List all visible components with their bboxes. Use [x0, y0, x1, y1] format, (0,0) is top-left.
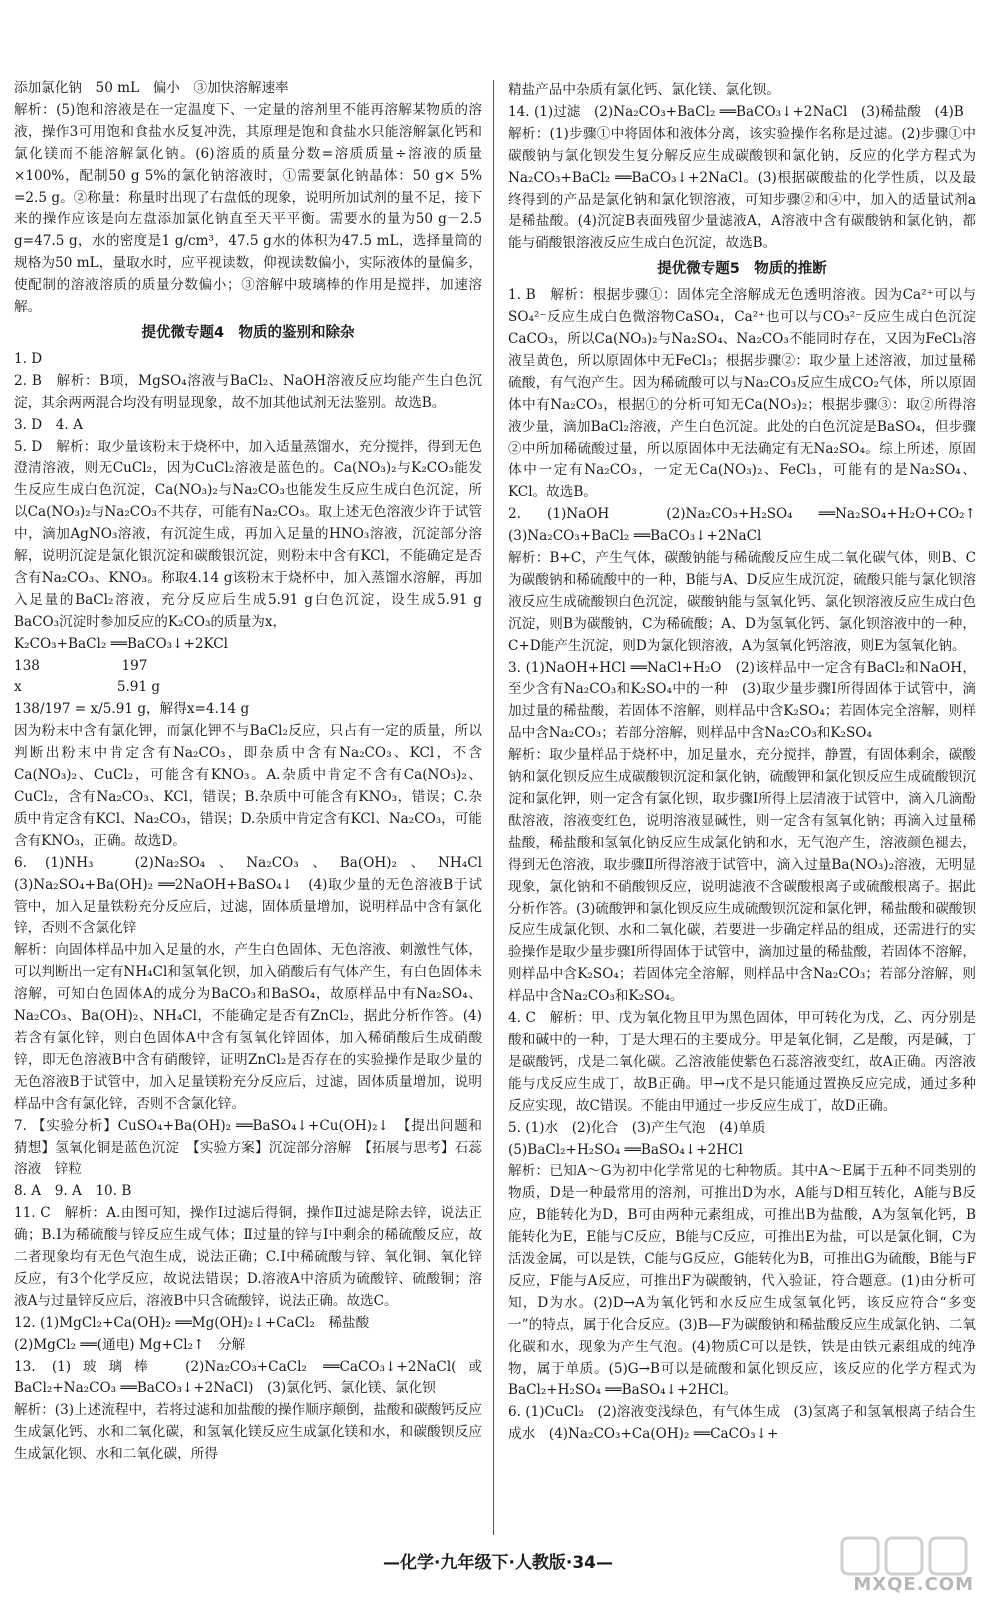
answer-paragraph: 7. 【实验分析】CuSO₄+Ba(OH)₂ ══BaSO₄↓+Cu(OH)₂↓ 【提出问题和猜想】氢氧化铜是蓝色沉淀 【实验方案】沉淀部分溶解 【拓展与思考】石蕊溶液 锌粒: [14, 1117, 482, 1178]
answer-paragraph: 3. (1)NaOH+HCl ══NaCl+H₂O (2)该样品中一定含有BaCl₂和NaOH，至少含有Na₂CO₃和K₂SO₄中的一种 (3)取少量步骤Ⅰ所得固体于试管中，滴加过量的稀盐酸，若固体不溶解，则样品中含K₂SO₄；若固体完全溶解，则样品中含Na₂CO₃；若部分溶解，则样品中含Na₂CO₃和K₂SO₄: [508, 659, 976, 742]
answer-paragraph: (2)MgCl₂ ══(通电) Mg+Cl₂↑ 分解: [14, 1336, 246, 1353]
answer-paragraph: 6. (1)NH₃ (2)Na₂SO₄、Na₂CO₃、Ba(OH)₂、NH₄Cl (3)Na₂SO₄+Ba(OH)₂ ══2NaOH+BaSO₄↓ (4)取少量的无色溶液B于试管中，加入足量铁粉充分反应后，过滤，固体质量增加，说明样品中含有氯化锌，否则不含氯化锌: [14, 854, 496, 937]
answer-paragraph: 5. (1)水 (2)化合 (3)产生气泡 (4)单质: [508, 1119, 766, 1136]
answer-paragraph: (5)BaCl₂+H₂SO₄ ══BaSO₄↓+2HCl: [508, 1141, 743, 1158]
answer-paragraph: 解析：向固体样品中加入足量的水，产生白色固体、无色溶液、刺激性气体，可以判断出一定有NH₄Cl和氢氧化钡，加入硝酸后有气体产生，有白色固体未溶解，可知白色固体A的成分为BaCO₃和BaSO₄，故原样品中有Na₂SO₄、Na₂CO₃、Ba(OH)₂、NH₄Cl，不能确定是否有ZnCl₂，据此分析作答。(4)若含有氯化锌，则白色固体A中含有氢氧化锌固体，加入稀硝酸后生成硝酸锌，即无色溶液B中含有硝酸锌，证明ZnCl₂是否存在的实验操作是取少量的无色溶液B于试管中，加入足量镁粉充分反应后，过滤，固体质量增加，说明样品中含有氯化锌，否则不含氯化锌。: [14, 942, 482, 1112]
column-divider: [493, 80, 494, 1535]
answer-paragraph: 8. A 9. A 10. B: [14, 1183, 132, 1200]
right-column: [508, 80, 990, 1446]
section-heading: 提优微专题5 物质的推断: [657, 261, 827, 278]
answer-paragraph: 3. D 4. A: [14, 416, 83, 433]
answer-paragraph: 解析：B+C，产生气体，碳酸钠能与稀硫酸反应生成二氧化碳气体，则B、C为碳酸钠和稀硫酸中的一种，B能与A、D反应生成沉淀，硫酸只能与氯化钡溶液反应生成硫酸钡白色沉淀，碳酸钠能与氢氧化钙、氯化钡溶液反应生成白色沉淀，则B为碳酸钠，C为稀硫酸；A、D为氢氧化钙、氯化钡溶液中的一种，C+D能产生沉淀，则D为氯化钡溶液，A为氢氧化钙溶液，则E为氢氧化钠。: [508, 550, 976, 654]
answer-paragraph: 6. (1)CuCl₂ (2)溶液变浅绿色，有气体生成 (3)氢离子和氢氧根离子结合生成水 (4)Na₂CO₃+Ca(OH)₂ ══CaCO₃↓+: [508, 1404, 976, 1443]
answer-paragraph: 解析：取少量样品于烧杯中，加足量水，充分搅拌，静置，有固体剩余，碳酸钠和氯化钡反应生成碳酸钡沉淀和氯化钠，硫酸钾和氯化钡反应生成硫酸钡沉淀和氯化钾，则一定含有氯化钡，取步骤Ⅰ所得上层清液于试管中，滴入几滴酚酞溶液，溶液变红色，说明溶液显碱性，则一定含有氢氧化钠；再滴入过量稀盐酸，稀盐酸和氢氧化钠反应生成氯化钠和水，无气泡产生，溶液颜色褪去，得到无色溶液，取步骤Ⅱ所得溶液于试管中，滴入过量Ba(NO₃)₂溶液，无明显现象，氯化钠和不硝酸钡反应，说明滤液不含碳酸根离子或硫酸根离子。据此分析作答。(3)硫酸钾和氯化钡反应生成硫酸钡沉淀和氯化钾，稀盐酸和碳酸钡反应生成氯化钡、水和二氧化碳，若要进一步确定样品的组成，还需进行的实验操作是取少量步骤Ⅰ所得固体于试管中，滴加过量的稀盐酸，若固体不溶解，则样品中含K₂SO₄；若固体完全溶解，则样品中含Na₂CO₃；若部分溶解，则样品中含Na₂CO₃和K₂SO₄。: [508, 747, 976, 1005]
answer-paragraph: 138/197 = x/5.91 g，解得x=4.14 g: [14, 701, 250, 718]
answer-paragraph: 2. B 解析：B项，MgSO₄溶液与BaCl₂、NaOH溶液反应均能产生白色沉淀，其余两两混合均没有明显现象，故不加其他试剂无法鉴别。故选B。: [14, 372, 482, 411]
answer-paragraph: 解析：(5)饱和溶液是在一定温度下、一定量的溶剂里不能再溶解某物质的溶液，操作3可用饱和食盐水反复冲洗，其原理是饱和食盐水只能溶解氯化钙和氯化镁而不能溶解氯化钠。(6)溶质的质量分数=溶质质量÷溶液的质量×100%，配制50 g 5%的氯化钠溶液时，①需要氯化钠晶体：50 g× 5% =2.5 g。②称量：称量时出现了右盘低的现象，说明所加试剂的量不足，接下来的操作应该是向左盘添加氯化钠直至天平平衡。需要水的量为50 g－2.5 g=47.5 g，水的密度是1 g/cm³，47.5 g水的体积为47.5 mL，选择量筒的规格为50 mL，量取水时，应平视读数，仰视读数偏小，实际液体的量偏多，使配制的溶液溶质的质量分数偏小；③溶解中玻璃棒的作用是搅拌，加速溶解。: [14, 101, 482, 316]
answer-paragraph: 138 197: [14, 657, 148, 674]
answer-paragraph: K₂CO₃+BaCl₂ ══BaCO₃↓+2KCl: [14, 635, 229, 652]
watermark-text: MXQE.COM: [853, 1574, 974, 1595]
left-column: [14, 78, 496, 1466]
answer-paragraph: 1. B 解析：根据步骤①：固体完全溶解成无色透明溶液。因为Ca²⁺可以与SO₄²⁻反应生成白色微溶物CaSO₄，Ca²⁺也可以与CO₃²⁻反应生成白色沉淀CaCO₃，所以Ca(NO₃)₂与Na₂SO₄、Na₂CO₃不能同时存在，又因为FeCl₃溶液呈黄色，所以原固体中无FeCl₃；根据步骤②：取少量上述溶液，加过量稀硫酸，有气泡产生。因为稀硫酸可以与Na₂CO₃反应生成CO₂气体，所以原固体中有Na₂CO₃，根据①的分析可知无Ca(NO₃)₂；根据步骤③：取②所得溶液少量，滴加BaCl₂溶液，产生白色沉淀。此处的白色沉淀是BaSO₄，但步骤②中所加稀硫酸过量，所以原固体中无法确定有无Na₂SO₄。综上所述，原固体中一定有Na₂CO₃，一定无Ca(NO₃)₂、FeCl₃，可能有的是Na₂SO₄、KCl。故选B。: [508, 287, 976, 501]
answer-paragraph: 14. (1)过滤 (2)Na₂CO₃+BaCl₂ ══BaCO₃↓+2NaCl (3)稀盐酸 (4)B: [508, 103, 964, 120]
answer-paragraph: 1. D: [14, 350, 43, 367]
answer-paragraph: 5. D 解析：取少量该粉末于烧杯中，加入适量蒸馏水，充分搅拌，得到无色澄清溶液，则无CuCl₂，因为CuCl₂溶液是蓝色的。Ca(NO₃)₂与K₂CO₃能发生反应生成白色沉淀，Ca(NO₃)₂与Na₂CO₃也能发生反应生成白色沉淀，所以Ca(NO₃)₂与Na₂CO₃不共存，可能有Na₂CO₃。取上述无色溶液少许于试管中，滴加AgNO₃溶液，有沉淀生成，再加入足量的HNO₃溶液，沉淀部分溶解，说明沉淀是氯化银沉淀和碳酸银沉淀，则粉末中含有KCl，不能确定是否含有Na₂CO₃、KNO₃。称取4.14 g该粉末于烧杯中，加入蒸馏水溶解，再加入足量的BaCl₂溶液，充分反应后生成5.91 g白色沉淀，设生成5.91 g BaCO₃沉淀时参加反应的K₂CO₃的质量为x，: [14, 438, 482, 630]
answer-paragraph: 解析：(1)步骤①中将固体和液体分离，该实验操作名称是过滤。(2)步骤①中碳酸钠与氯化钡发生复分解反应生成碳酸钡和氯化钠，反应的化学方程式为Na₂CO₃+BaCl₂ ══BaCO₃↓+2NaCl。(3)根据碳酸盐的化学性质，以及最终得到的产品是氯化钠和氯化钡溶液，可知步骤②和④中，加入的适量试剂a是稀盐酸。(4)沉淀B表面残留少量滤液A，A溶液中含有碳酸钠和氯化钠，都能与硝酸银溶液反应生成白色沉淀，故选B。: [508, 125, 976, 252]
answer-paragraph: 因为粉末中含有氯化钾，而氯化钾不与BaCl₂反应，只占有一定的质量，所以判断出粉末中肯定含有Na₂CO₃，即杂质中含有Na₂CO₃、KCl，不含Ca(NO₃)₂、CuCl₂，可能含有KNO₃。A.杂质中肯定不含有Ca(NO₃)₂、CuCl₂，含有Na₂CO₃、KCl，错误；B.杂质中可能含有KNO₃，错误；C.杂质中肯定含有KCl、Na₂CO₃，错误；D.杂质中肯定含有KCl、Na₂CO₃，可能含有KNO₃，正确。故选D。: [14, 723, 482, 849]
section-heading: 提优微专题4 物质的鉴别和除杂: [141, 324, 355, 341]
answer-paragraph: 12. (1)MgCl₂+Ca(OH)₂ ══Mg(OH)₂↓+CaCl₂ 稀盐酸: [14, 1314, 370, 1331]
answer-paragraph: 13. (1)玻璃棒 (2)Na₂CO₃+CaCl₂ ══CaCO₃↓+2NaCl(或BaCl₂+Na₂CO₃ ══BaCO₃↓+2NaCl) (3)氯化钙、氯化镁、氯化钡: [14, 1358, 482, 1397]
answer-paragraph: 解析：(3)上述流程中，若将过滤和加盐酸的操作顺序颠倒，盐酸和碳酸钙反应生成氯化钙、水和二氧化碳，和氢氧化镁反应生成氯化镁和水，和碳酸钡反应生成氯化钡、水和二氧化碳，所得: [14, 1402, 482, 1463]
answer-paragraph: 11. C 解析：A.由图可知，操作Ⅰ过滤后得铜，操作Ⅱ过滤是除去锌，说法正确；B.Ⅰ为稀硫酸与锌反应生成气体；Ⅱ过量的锌与Ⅰ中剩余的稀硫酸反应，故二者现象均有无色气泡生成，说法正确；C.Ⅰ中稀硫酸与锌、氧化铜、氧化锌反应，有3个化学反应，故说法错误；D.溶液A中溶质为硫酸锌、硫酸铜；溶液A与过量锌反应后，溶液B中只含硫酸锌，说法正确。故选C。: [14, 1205, 482, 1309]
answer-paragraph: 添加氯化钠 50 mL 偏小 ③加快溶解速率: [14, 80, 289, 96]
answer-paragraph: 4. C 解析：甲、戊为氧化物且甲为黑色固体，甲可转化为戊，乙、丙分别是酸和碱中的一种，丁是大理石的主要成分。甲是氧化铜，乙是酸，丙是碱，丁是碳酸钙，戊是二氧化碳。乙溶液能使紫色石蕊溶液变红，故A正确。丙溶液能与戊反应生成丁，故B正确。甲→戊不是只能通过置换反应完成，通过多种反应实现，故C错误。不能由甲通过一步反应生成丁，故D正确。: [508, 1010, 976, 1114]
answer-paragraph: 解析：已知A～G为初中化学常见的七种物质。其中A～E属于五种不同类别的物质，D是一种最常用的溶剂，可推出D为水，A能与D相互转化，A能与B反应，B能转化为D，B可由两种元素组成，可推出B为盐酸，A为氢氧化钙，B能转化为E，E能与C反应，B能与C反应，可推出E为盐，可以是氯化铜，C为活泼金属，可以是铁，C能与G反应，G能转化为B，可推出G为硫酸，B能与F反应，F能与A反应，可推出F为碳酸钠，代入验证，符合题意。(1)由分析可知，D为水。(2)D→A为氧化钙和水反应生成氢氧化钙，该反应符合“多变一”的特点，属于化合反应。(3)B—F为碳酸钠和稀盐酸反应生成氯化钠、二氧化碳和水，现象为产生气泡。(4)物质C可以是铁，铁是由铁元素组成的纯净物，属于单质。(5)G→B可以是硫酸和氯化钡反应，该反应的化学方程式为BaCl₂+H₂SO₄ ══BaSO₄↓+2HCl。: [508, 1163, 976, 1399]
answer-paragraph: 精盐产品中杂质有氯化钙、氯化镁、氯化钡。: [508, 82, 780, 98]
page-footer: —化学·九年级下·人教版·34—: [382, 1553, 614, 1573]
answer-paragraph: x 5.91 g: [14, 679, 161, 696]
answer-paragraph: 2. (1)NaOH (2)Na₂CO₃+H₂SO₄ ══Na₂SO₄+H₂O+CO₂↑ (3)Na₂CO₃+BaCl₂ ══BaCO₃↓+2NaCl: [508, 506, 990, 545]
